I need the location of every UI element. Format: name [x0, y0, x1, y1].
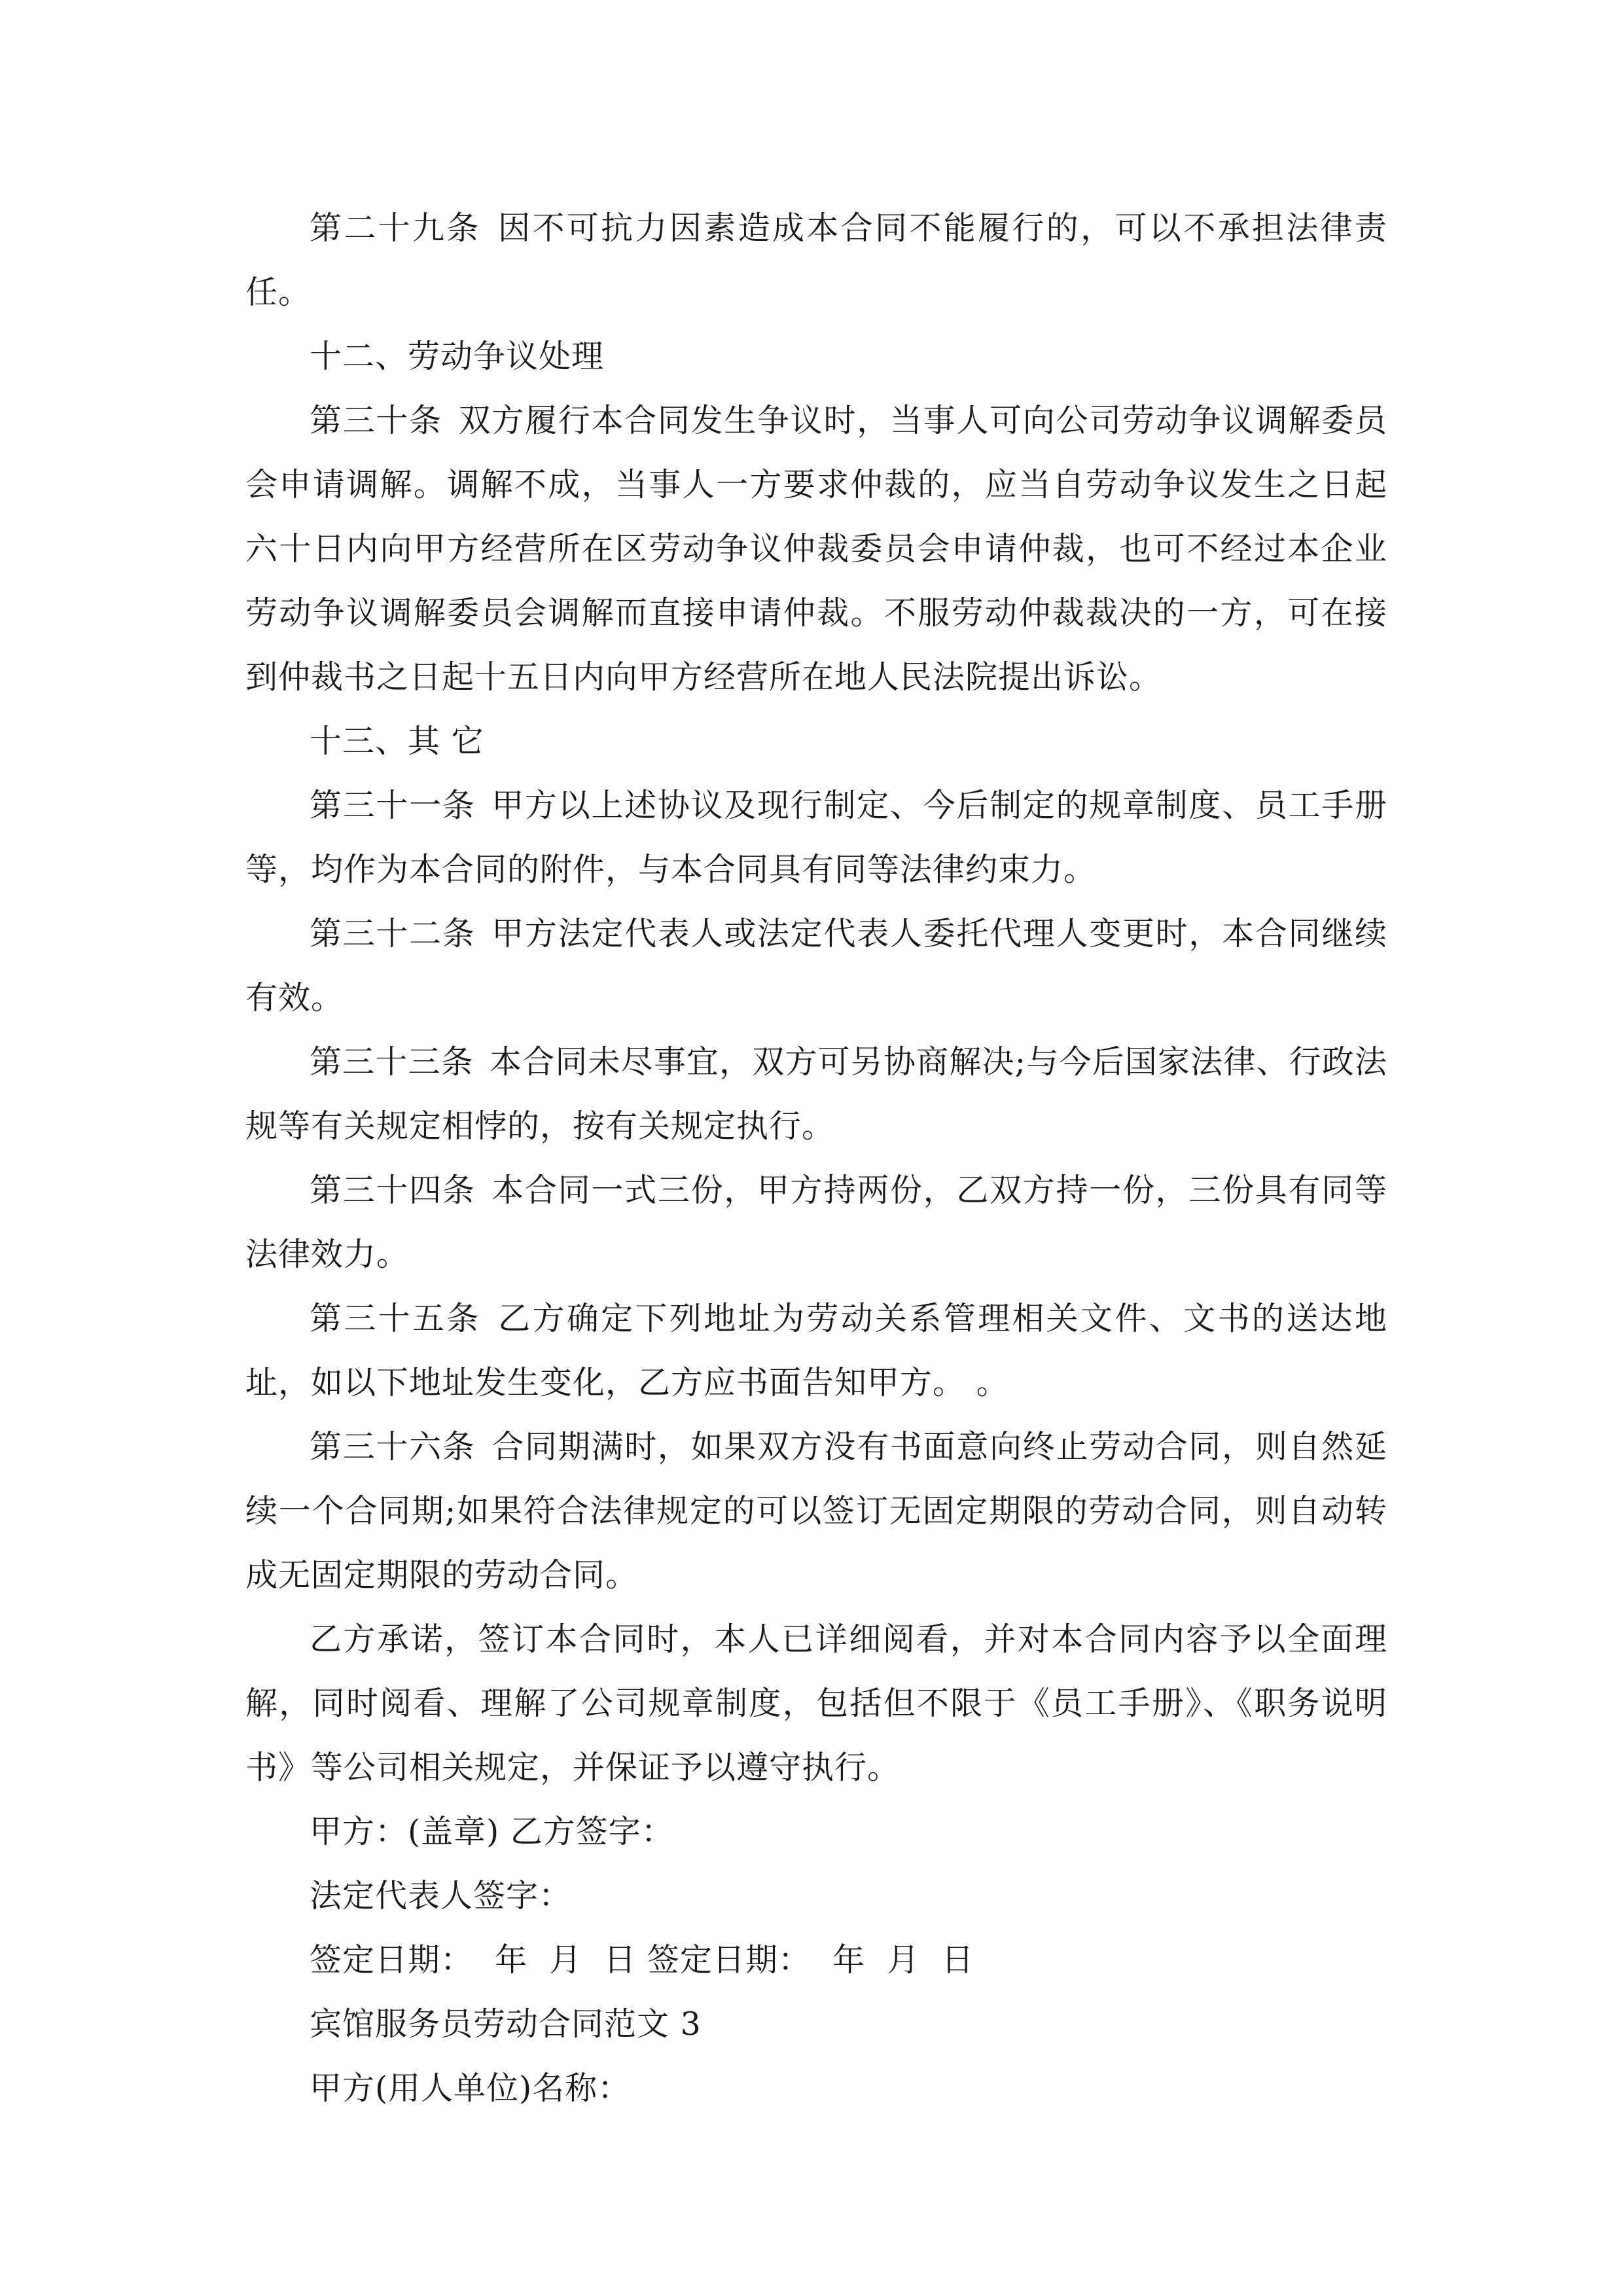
- next-contract-title-text: 宾馆服务员劳动合同范文 3: [310, 2005, 702, 2043]
- signature-line-legal-rep-text: 法定代表人签字：: [310, 1877, 572, 1914]
- section-12-heading-text: 十二、劳动争议处理: [310, 338, 605, 375]
- article-30-label: 第三十条: [310, 402, 442, 439]
- article-34: [245, 1158, 1387, 1287]
- article-34-label: 第三十四条: [310, 1172, 476, 1209]
- signature-line-legal-rep: [245, 1864, 1387, 1928]
- article-36-text: 合同期满时，如果双方没有书面意向终止劳动合同，则自然延续一个合同期;如果符合法律规定的可以签订无固定期限的劳动合同，则自动转成无固定期限的劳动合同。: [245, 1428, 1387, 1594]
- party-b-commitment-text: 乙方承诺，签订本合同时，本人已详细阅看，并对本合同内容予以全面理解，同时阅看、理解了公司规章制度，包括但不限于《员工手册》、《职务说明书》等公司相关规定，并保证予以遵守执行。: [245, 1621, 1387, 1786]
- article-31-text: 甲方以上述协议及现行制定、今后制定的规章制度、员工手册等，均作为本合同的附件，与本合同具有同等法律约束力。: [245, 787, 1387, 888]
- signature-line-parties-text: 甲方：(盖章) 乙方签字：: [310, 1813, 674, 1850]
- section-13-heading: [245, 709, 1387, 774]
- article-29-label: 第二十九条: [310, 209, 481, 247]
- signing-dates-text: 签定日期： 年 月 日 签定日期： 年 月 日: [310, 1941, 974, 1979]
- signing-dates: [245, 1928, 1387, 1992]
- article-31: [245, 774, 1387, 902]
- document-body: [245, 196, 1387, 2121]
- article-33-text: 本合同未尽事宜，双方可另协商解决;与今后国家法律、行政法规等有关规定相悖的，按有关规定执行。: [245, 1043, 1387, 1145]
- article-36-label: 第三十六条: [310, 1428, 476, 1465]
- article-31-label: 第三十一条: [310, 787, 476, 824]
- article-32: [245, 902, 1387, 1030]
- article-33: [245, 1030, 1387, 1158]
- party-a-name-line-text: 甲方(用人单位)名称：: [310, 2070, 631, 2107]
- party-b-commitment: [245, 1607, 1387, 1800]
- article-34-text: 本合同一式三份，甲方持两份，乙双方持一份，三份具有同等法律效力。: [245, 1172, 1387, 1273]
- article-32-text: 甲方法定代表人或法定代表人委托代理人变更时，本合同继续有效。: [245, 915, 1387, 1016]
- article-35: [245, 1287, 1387, 1415]
- article-35-label: 第三十五条: [310, 1300, 481, 1337]
- article-33-label: 第三十三条: [310, 1043, 474, 1081]
- signature-line-parties: [245, 1800, 1387, 1864]
- next-contract-title: [245, 1992, 1387, 2056]
- article-35-text: 乙方确定下列地址为劳动关系管理相关文件、文书的送达地址，如以下地址发生变化，乙方应书面告知甲方。 。: [245, 1300, 1387, 1401]
- article-32-label: 第三十二条: [310, 915, 476, 952]
- article-36: [245, 1415, 1387, 1607]
- section-12-heading: [245, 325, 1387, 389]
- article-30: [245, 389, 1387, 709]
- section-13-heading-text: 十三、其 它: [310, 723, 484, 760]
- article-30-text: 双方履行本合同发生争议时，当事人可向公司劳动争议调解委员会申请调解。调解不成，当事人一方要求仲裁的，应当自劳动争议发生之日起六十日内向甲方经营所在区劳动争议仲裁委员会申请仲裁，也可不经过本企业劳动争议调解委员会调解而直接申请仲裁。不服劳动仲裁裁决的一方，可在接到仲裁书之日起十五日内向甲方经营所在地人民法院提出诉讼。: [245, 402, 1387, 696]
- article-29: [245, 196, 1387, 325]
- article-29-text: 因不可抗力因素造成本合同不能履行的，可以不承担法律责任。: [245, 209, 1387, 311]
- party-a-name-line: [245, 2056, 1387, 2121]
